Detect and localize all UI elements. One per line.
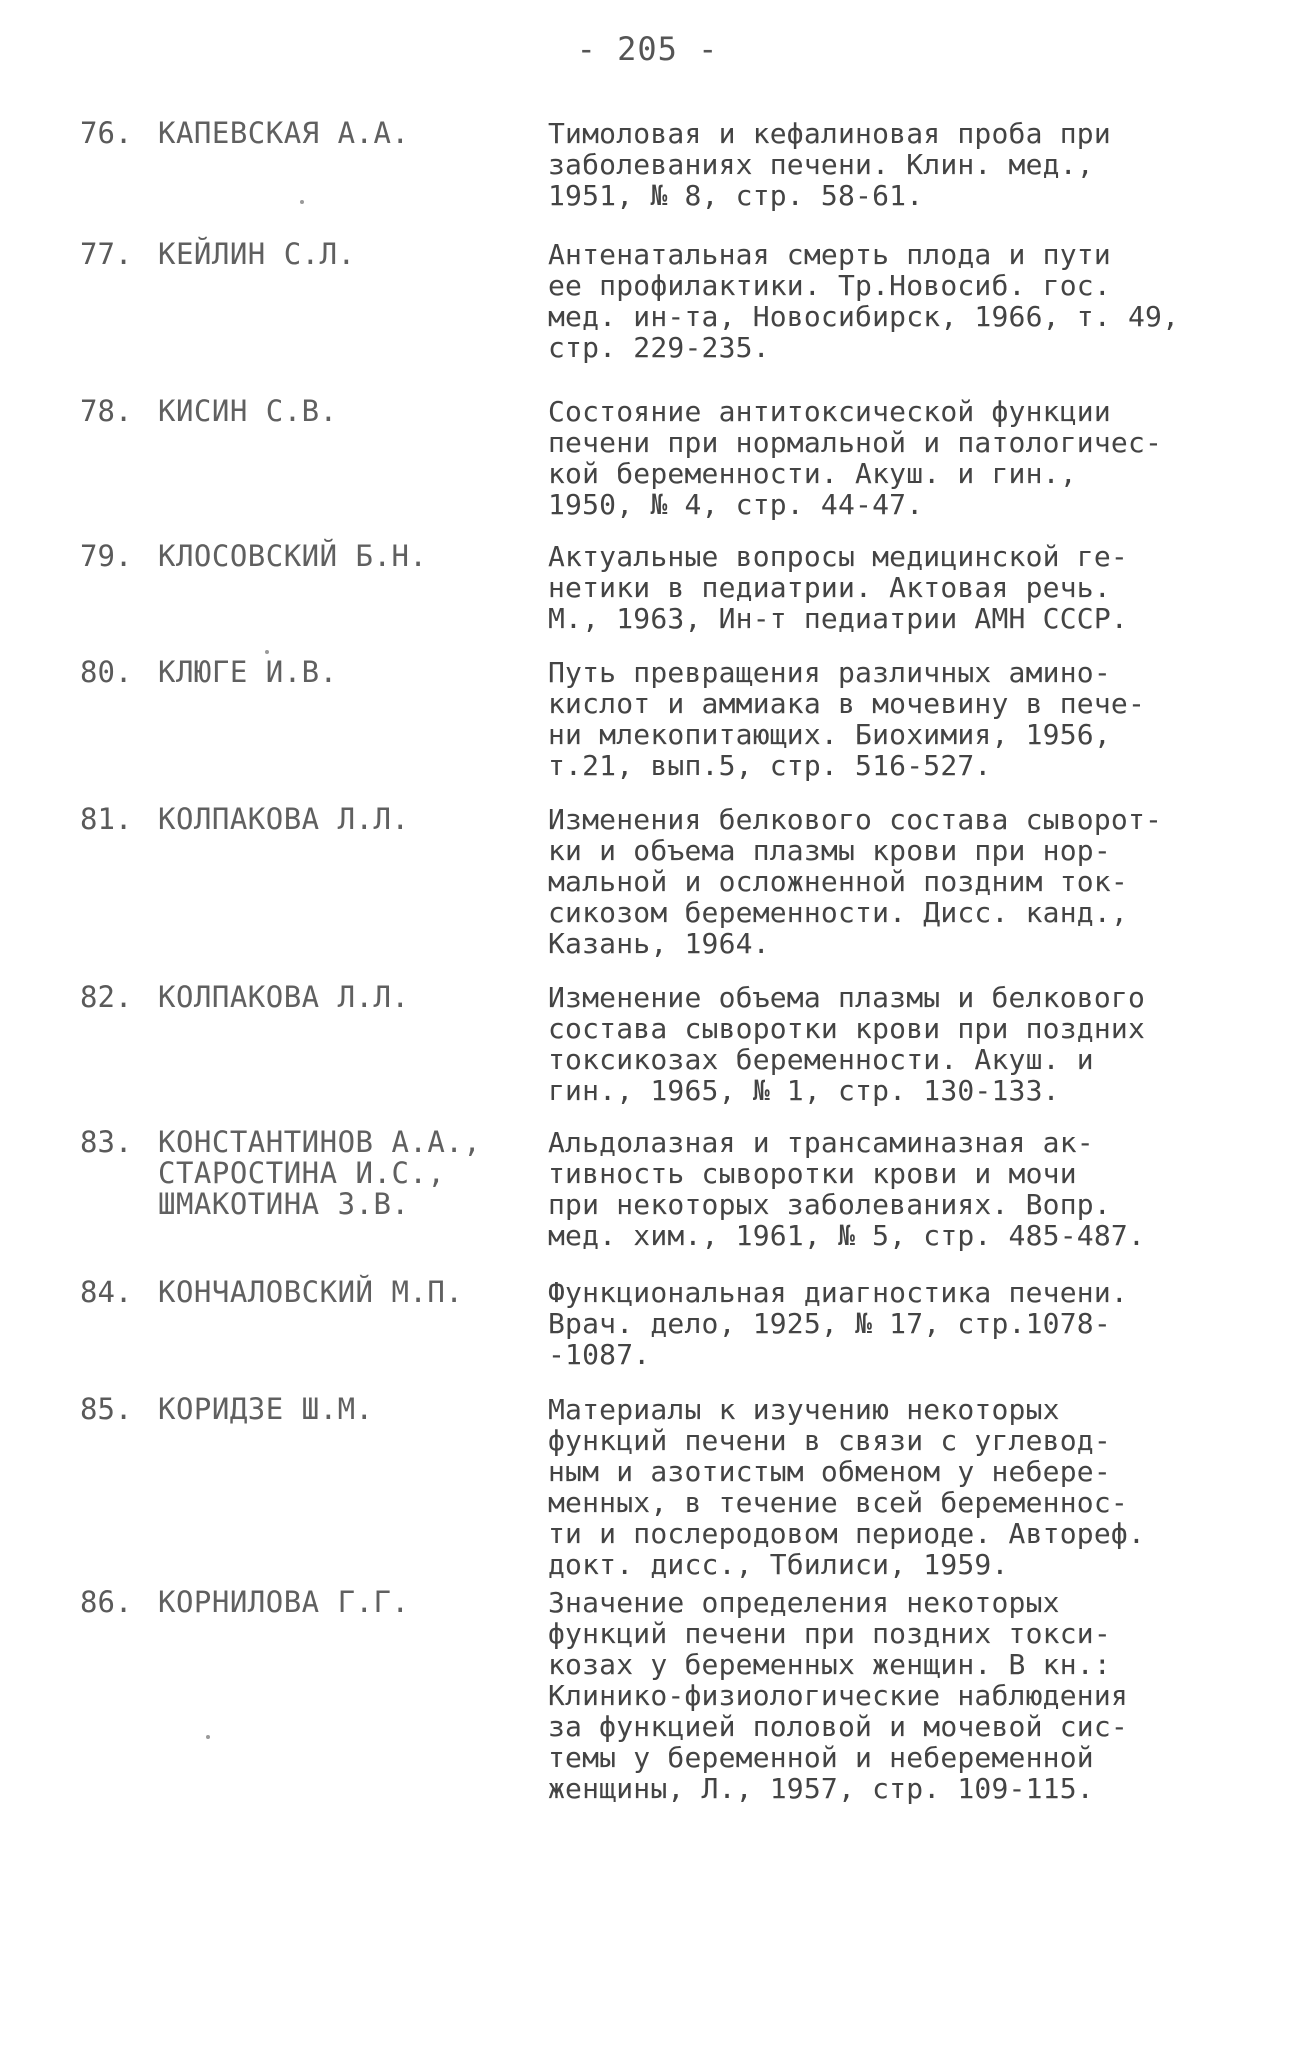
- bibliography-entry: [80, 657, 1220, 804]
- entry-citation: [548, 118, 1220, 211]
- entry-authors: [158, 239, 548, 270]
- entry-number: 85.: [80, 1392, 133, 1426]
- citation-line: Изменение объема плазмы и белкового: [548, 981, 1146, 1014]
- bibliography-entry: [80, 1587, 1220, 1807]
- citation-line: нетики в педиатрии. Актовая речь.: [548, 571, 1111, 604]
- citation-line: темы у беременной и небеременной: [548, 1741, 1094, 1774]
- citation-line: за функцией половой и мочевой сис-: [548, 1710, 1128, 1743]
- entry-number: 78.: [80, 394, 133, 428]
- citation-line: заболеваниях печени. Клин. мед.,: [548, 148, 1094, 181]
- citation-line: Альдолазная и трансаминазная ак-: [548, 1126, 1094, 1159]
- scan-speck: [300, 200, 304, 204]
- entry-authors: [158, 1587, 548, 1618]
- citation-line: ти и послеродовом периоде. Автореф.: [548, 1517, 1146, 1550]
- entry-citation: [548, 239, 1220, 363]
- author-name: КИСИН С.В.: [158, 394, 338, 428]
- entry-number: 82.: [80, 980, 133, 1014]
- bibliography-entry: [80, 1394, 1220, 1587]
- entry-citation: [548, 657, 1220, 781]
- entry-authors: [158, 1127, 548, 1220]
- author-name: СТАРОСТИНА И.С.,: [158, 1156, 446, 1190]
- author-name: ШМАКОТИНА З.В.: [158, 1187, 410, 1221]
- bibliography-entry: [80, 118, 1220, 239]
- citation-line: гин., 1965, № 1, стр. 130-133.: [548, 1074, 1060, 1107]
- citation-line: состава сыворотки крови при поздних: [548, 1012, 1146, 1045]
- citation-line: Тимоловая и кефалиновая проба при: [548, 117, 1111, 150]
- citation-line: мед. ин-та, Новосибирск, 1966, т. 49,: [548, 300, 1180, 333]
- citation-line: Изменения белкового состава сыворот-: [548, 803, 1163, 836]
- bibliography-entry: [80, 1277, 1220, 1394]
- bibliography-entry: [80, 396, 1220, 541]
- citation-line: тивность сыворотки крови и мочи: [548, 1157, 1077, 1190]
- citation-line: сикозом беременности. Дисс. канд.,: [548, 896, 1128, 929]
- citation-line: Функциональная диагностика печени.: [548, 1276, 1128, 1309]
- citation-line: менных, в течение всей беременнос-: [548, 1486, 1128, 1519]
- entry-authors: [158, 804, 548, 835]
- entry-authors: [158, 396, 548, 427]
- citation-line: -1087.: [548, 1338, 651, 1371]
- citation-line: 1951, № 8, стр. 58-61.: [548, 179, 924, 212]
- entry-authors: [158, 1277, 548, 1308]
- page-number: - 205 -: [576, 30, 719, 68]
- citation-line: Казань, 1964.: [548, 927, 770, 960]
- bibliography-entry: [80, 982, 1220, 1127]
- entry-number: 81.: [80, 802, 133, 836]
- entry-authors: [158, 118, 548, 149]
- citation-line: функций печени в связи с углевод-: [548, 1424, 1111, 1457]
- bibliography-entry: [80, 239, 1220, 396]
- entry-authors: [158, 982, 548, 1013]
- entry-number: 76.: [80, 116, 133, 150]
- entry-number: 84.: [80, 1275, 133, 1309]
- citation-line: Состояние антитоксической функции: [548, 395, 1111, 428]
- entry-number: 79.: [80, 539, 133, 573]
- entry-number: 77.: [80, 237, 133, 271]
- author-name: КОРНИЛОВА Г.Г.: [158, 1585, 410, 1619]
- author-name: КОЛПАКОВА Л.Л.: [158, 802, 410, 836]
- entry-authors: [158, 541, 548, 572]
- entry-number: 86.: [80, 1585, 133, 1619]
- author-name: КОНСТАНТИНОВ А.А.,: [158, 1125, 482, 1159]
- bibliography-entry: [80, 1127, 1220, 1277]
- entry-number: 80.: [80, 655, 133, 689]
- entry-citation: [548, 1277, 1220, 1370]
- citation-line: ки и объема плазмы крови при нор-: [548, 834, 1111, 867]
- author-name: КЕЙЛИН С.Л.: [158, 237, 356, 271]
- author-name: КОНЧАЛОВСКИЙ М.П.: [158, 1275, 464, 1309]
- citation-line: кислот и аммиака в мочевину в пече-: [548, 687, 1146, 720]
- citation-line: ни млекопитающих. Биохимия, 1956,: [548, 718, 1111, 751]
- scan-speck: [206, 1735, 210, 1739]
- citation-line: козах у беременных женщин. В кн.:: [548, 1648, 1111, 1681]
- citation-line: Врач. дело, 1925, № 17, стр.1078-: [548, 1307, 1111, 1340]
- entry-number: 83.: [80, 1125, 133, 1159]
- citation-line: Путь превращения различных амино-: [548, 656, 1111, 689]
- citation-line: печени при нормальной и патологичес-: [548, 426, 1163, 459]
- entry-citation: [548, 1394, 1220, 1580]
- citation-line: ее профилактики. Тр.Новосиб. гос.: [548, 269, 1111, 302]
- citation-line: мед. хим., 1961, № 5, стр. 485-487.: [548, 1219, 1146, 1252]
- citation-line: стр. 229-235.: [548, 331, 770, 364]
- bibliography-entry: [80, 804, 1220, 982]
- citation-line: Антенатальная смерть плода и пути: [548, 238, 1111, 271]
- entry-authors: [158, 657, 548, 688]
- citation-line: М., 1963, Ин-т педиатрии АМН СССР.: [548, 602, 1128, 635]
- entry-citation: [548, 396, 1220, 520]
- bibliography-entry: [80, 541, 1220, 657]
- bibliography-list: [80, 118, 1220, 1807]
- citation-line: токсикозах беременности. Акуш. и: [548, 1043, 1094, 1076]
- citation-line: при некоторых заболеваниях. Вопр.: [548, 1188, 1111, 1221]
- author-name: КЛОСОВСКИЙ Б.Н.: [158, 539, 428, 573]
- entry-citation: [548, 1127, 1220, 1251]
- citation-line: докт. дисс., Тбилиси, 1959.: [548, 1548, 1009, 1581]
- citation-line: мальной и осложненной поздним ток-: [548, 865, 1128, 898]
- entry-citation: [548, 982, 1220, 1106]
- author-name: КАПЕВСКАЯ А.А.: [158, 116, 410, 150]
- author-name: КОРИДЗЕ Ш.М.: [158, 1392, 374, 1426]
- citation-line: Материалы к изучению некоторых: [548, 1393, 1060, 1426]
- citation-line: кой беременности. Акуш. и гин.,: [548, 457, 1077, 490]
- author-name: КОЛПАКОВА Л.Л.: [158, 980, 410, 1014]
- citation-line: Значение определения некоторых: [548, 1586, 1060, 1619]
- citation-line: 1950, № 4, стр. 44-47.: [548, 488, 924, 521]
- entry-citation: [548, 541, 1220, 634]
- citation-line: функций печени при поздних токси-: [548, 1617, 1111, 1650]
- citation-line: женщины, Л., 1957, стр. 109-115.: [548, 1772, 1094, 1805]
- citation-line: ным и азотистым обменом у небере-: [548, 1455, 1111, 1488]
- entry-citation: [548, 804, 1220, 959]
- citation-line: Клинико-физиологические наблюдения: [548, 1679, 1128, 1712]
- entry-citation: [548, 1587, 1220, 1804]
- scan-speck: [265, 650, 269, 654]
- author-name: КЛЮГЕ И.В.: [158, 655, 338, 689]
- citation-line: Актуальные вопросы медицинской ге-: [548, 540, 1128, 573]
- entry-authors: [158, 1394, 548, 1425]
- citation-line: т.21, вып.5, стр. 516-527.: [548, 749, 992, 782]
